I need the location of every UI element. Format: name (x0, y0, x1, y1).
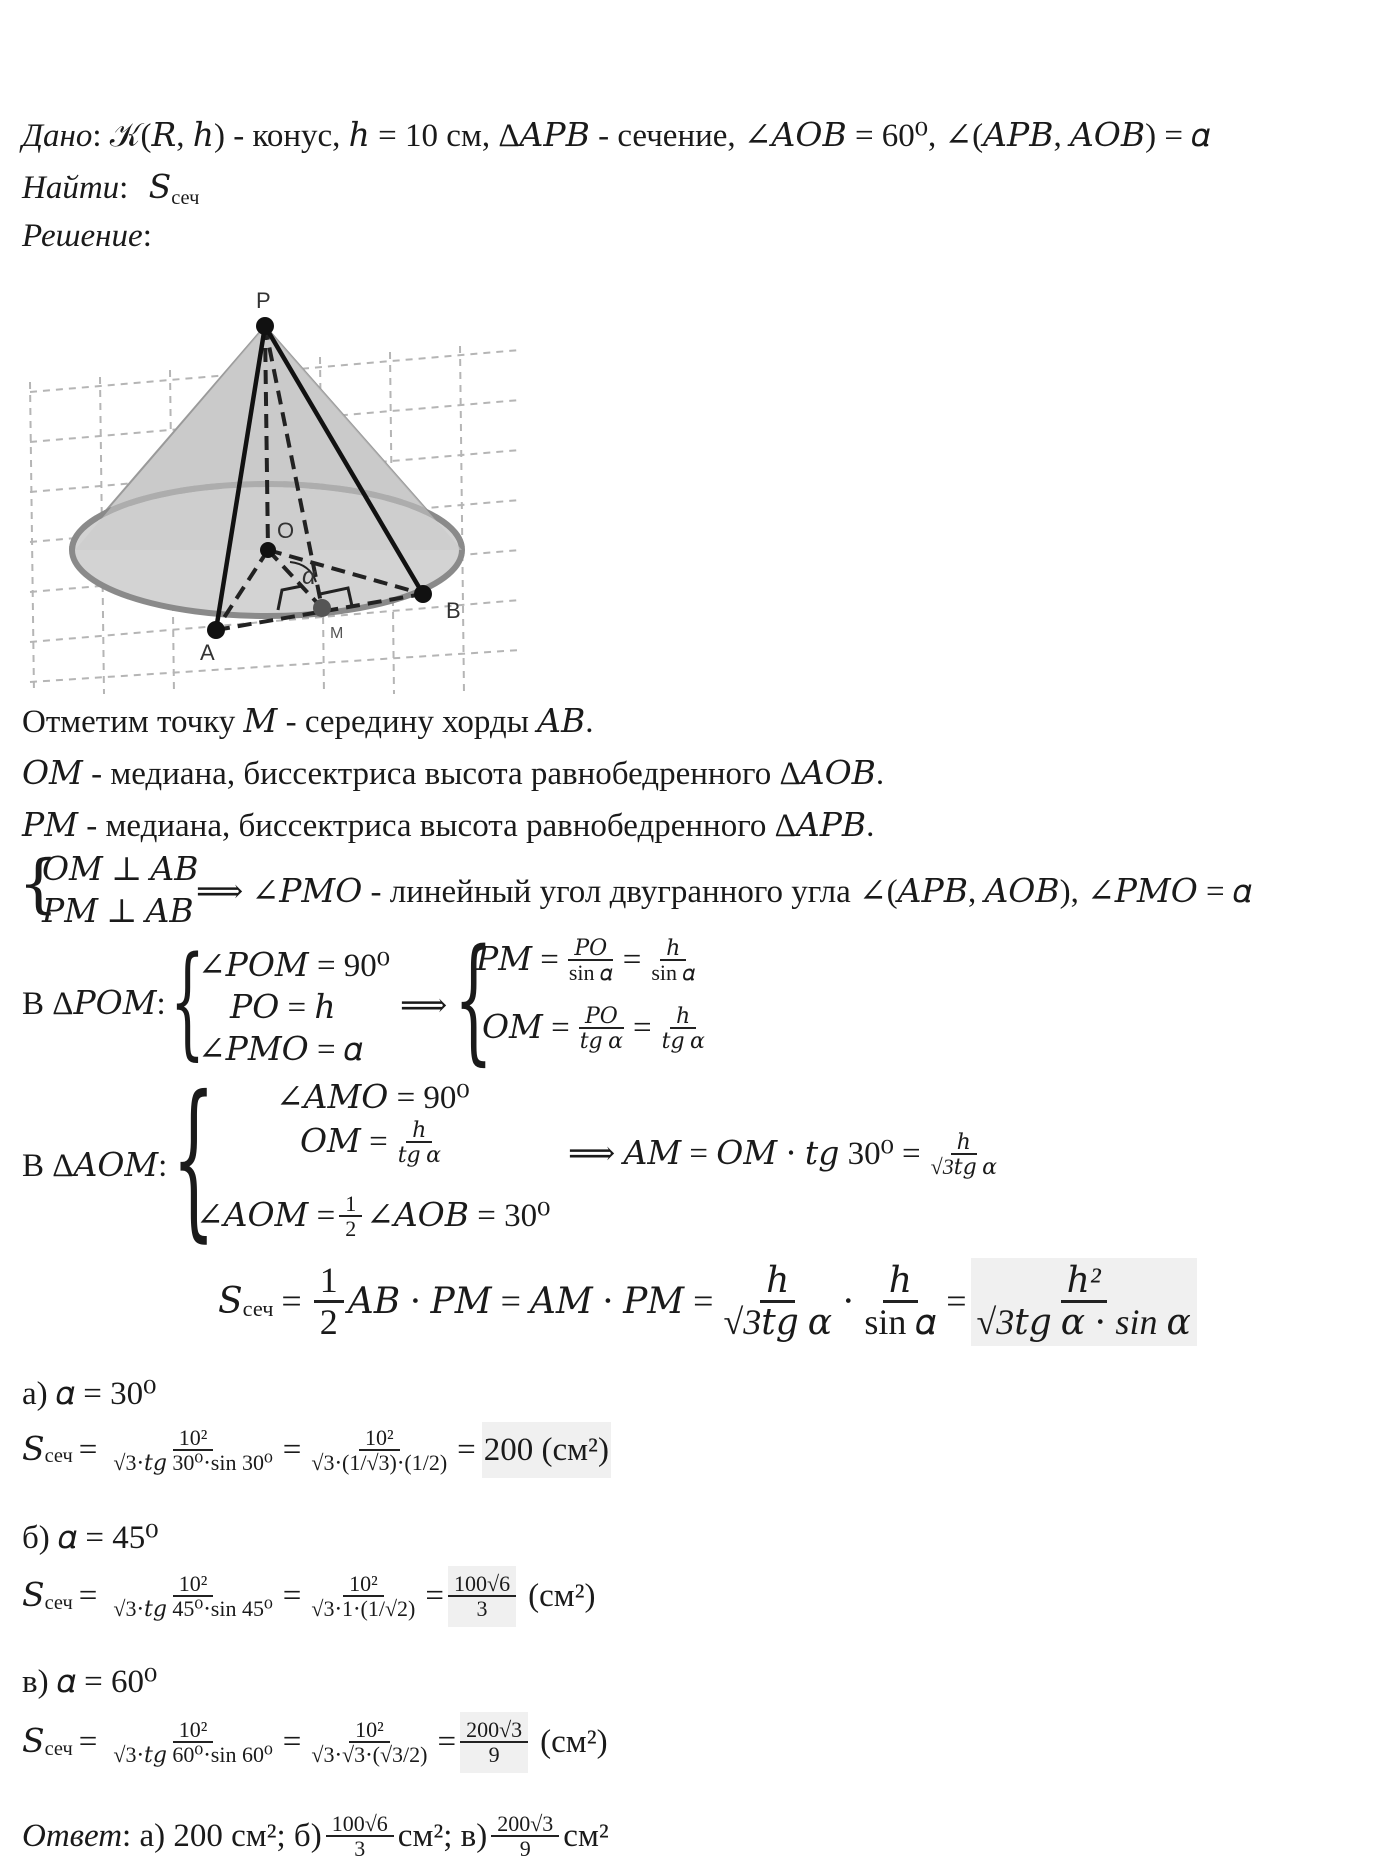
case-b-result-den: 3 (476, 1596, 488, 1622)
case-b-frac1-den: √3⋅𝑡𝑔 45⁰⋅sin 45⁰ (113, 1596, 273, 1622)
line-om: 𝑂𝑀 - медиана, биссектриса высота равнобедренного Δ𝐴𝑂𝐵. (22, 756, 885, 792)
case-b-head: б) 𝛼 = 45⁰ (22, 1520, 159, 1556)
find-label: Найти (22, 170, 120, 206)
case-b-eq1: = (78, 1578, 98, 1615)
aom-c2 (300, 1118, 451, 1167)
case-a-eq2: = (282, 1432, 302, 1468)
case-c-result-den: 9 (488, 1742, 500, 1768)
case-b-eq2: = (282, 1578, 302, 1615)
aom-c2-num: ℎ (406, 1118, 432, 1143)
case-c-head: в) 𝛼 = 60⁰ (22, 1664, 158, 1700)
pom-r2-eq: = (633, 1010, 652, 1047)
case-b-result (448, 1566, 516, 1627)
line-pm: 𝑃𝑀 - медиана, биссектриса высота равнобедренного Δ𝐴𝑃𝐵. (22, 808, 875, 844)
solution-colon: : (142, 218, 152, 254)
aom-c3-num: 1 (339, 1192, 362, 1217)
case-c-formula (22, 1712, 608, 1773)
brace-pom-result: { (454, 921, 493, 1079)
case-b-sub: сеч (44, 1591, 73, 1614)
pom-r2-frac1-num: 𝑃𝑂 (579, 1004, 624, 1029)
aom-result-den: √3𝑡𝑔 𝛼 (930, 1154, 998, 1180)
aom-c2-frac (392, 1118, 447, 1167)
point-o (260, 542, 276, 558)
case-a-head: а) 𝛼 = 30⁰ (22, 1376, 157, 1412)
pom-r1-frac1-num: 𝑃𝑂 (568, 936, 613, 961)
answer-b-den: 3 (354, 1836, 366, 1862)
label-alpha: α (302, 563, 316, 590)
area-sub: сеч (242, 1295, 274, 1321)
case-a-sub: сеч (44, 1445, 73, 1468)
pom-r1-frac1 (563, 936, 619, 985)
answer-a: : а) 200 см²; б) (122, 1818, 322, 1855)
case-a-frac2 (305, 1426, 453, 1475)
case-b-frac1 (107, 1572, 278, 1621)
case-b-frac1-num: 10² (173, 1572, 214, 1597)
area-frac1-den: √3𝑡𝑔 𝛼 (723, 1301, 833, 1342)
case-a-frac1-den: √3⋅𝑡𝑔 30⁰⋅sin 30⁰ (113, 1449, 273, 1475)
find-colon: : (119, 170, 129, 206)
point-b (414, 585, 432, 603)
system1-eq2: 𝑃𝑀 ⊥ 𝐴𝐵 (42, 894, 194, 930)
answer-b-num: 100√6 (326, 1812, 394, 1837)
given-text: : 𝒦(𝑅, ℎ) - конус, ℎ = 10 см, Δ𝐴𝑃𝐵 - сечение, ∠𝐴𝑂𝐵 = 60⁰, ∠(𝐴𝑃𝐵, 𝐴𝑂𝐵) = 𝛼 (92, 118, 1211, 154)
pom-r1-frac2 (645, 936, 701, 985)
case-c-frac2 (305, 1718, 433, 1767)
solution-label: Решение (22, 218, 143, 254)
brace-system1: { (18, 847, 59, 921)
answer-b-unit: см²; в) (397, 1818, 488, 1855)
find-line (22, 170, 200, 210)
label-a: A (200, 640, 215, 665)
case-c-frac1-num: 10² (173, 1718, 214, 1743)
aom-result-text: ⟹ 𝐴𝑀 = 𝑂𝑀 ⋅ 𝑡𝑔 30⁰ = (568, 1136, 921, 1173)
area-dot: ⋅ (842, 1281, 855, 1322)
case-c-s: 𝑆 (22, 1724, 45, 1761)
pom-r1-frac1-den: sin 𝛼 (568, 960, 613, 986)
label-o: O (277, 518, 295, 543)
case-a-eq3: = (457, 1432, 476, 1468)
aom-c3-a: ∠𝐴𝑂𝑀 = (196, 1198, 336, 1235)
case-a-frac1 (107, 1426, 278, 1475)
area-mid: 𝐴𝐵 ⋅ 𝑃𝑀 = 𝐴𝑀 ⋅ 𝑃𝑀 = (347, 1281, 714, 1322)
answer-c-num: 200√3 (491, 1812, 559, 1837)
pom-c1: ∠𝑃𝑂𝑀 = 90⁰ (198, 948, 391, 984)
case-c-eq1: = (78, 1724, 98, 1761)
case-a-frac1-num: 10² (173, 1426, 214, 1451)
case-b-frac2 (305, 1572, 421, 1621)
pom-c3: ∠𝑃𝑀𝑂 = 𝛼 (198, 1032, 363, 1068)
area-frac3-num: ℎ² (1061, 1262, 1107, 1303)
area-s: 𝑆 (218, 1281, 243, 1322)
case-b-frac2-num: 10² (343, 1572, 384, 1597)
area-frac2-den: sin 𝛼 (864, 1301, 937, 1342)
aom-c2-lhs: 𝑂𝑀 = (300, 1124, 388, 1161)
aom-result-num: ℎ (951, 1130, 977, 1155)
case-c-frac1-den: √3⋅𝑡𝑔 60⁰⋅sin 60⁰ (113, 1742, 273, 1768)
pom-r2-lhs: 𝑂𝑀 = (482, 1010, 570, 1047)
answer-line (22, 1812, 609, 1861)
case-c-eq3: = (437, 1724, 457, 1761)
case-a-result: 200 (см²) (482, 1422, 611, 1478)
answer-c-unit: см² (563, 1818, 609, 1855)
pom-r1-lhs: 𝑃𝑀 = (476, 942, 559, 979)
case-b-s: 𝑆 (22, 1578, 45, 1615)
case-c-result-num: 200√3 (460, 1718, 528, 1743)
find-s: 𝑆 (148, 170, 172, 206)
system1-eq1: 𝑂𝑀 ⊥ 𝐴𝐵 (42, 852, 199, 888)
aom-result-frac (925, 1130, 1003, 1179)
area-frac1 (717, 1262, 838, 1342)
point-a (207, 621, 225, 639)
case-a-frac2-den: √3⋅(1/√3)⋅(1/2) (311, 1449, 448, 1475)
case-a-formula (22, 1422, 611, 1478)
pom-arrow: ⟹ (400, 988, 448, 1024)
pom-r2-frac2 (656, 1004, 711, 1053)
case-a-frac2-num: 10² (359, 1426, 400, 1451)
case-c-result (460, 1712, 528, 1773)
case-b-eq3: = (425, 1578, 445, 1615)
brace-aom: { (172, 1060, 216, 1258)
answer-c-den: 9 (519, 1836, 531, 1862)
area-half-den: 2 (319, 1301, 338, 1342)
system1-result: ⟹ ∠𝑃𝑀𝑂 - линейный угол двугранного угла ∠(𝐴𝑃𝐵, 𝐴𝑂𝐵), ∠𝑃𝑀𝑂 = 𝛼 (196, 874, 1252, 910)
pom-r1 (476, 936, 705, 985)
pom-r2 (482, 1004, 715, 1053)
pom-r1-eq: = (622, 942, 642, 979)
find-sub: сеч (171, 187, 200, 210)
case-c-sub: сеч (44, 1737, 73, 1760)
pom-r2-frac1-den: 𝑡𝑔 𝛼 (579, 1028, 623, 1054)
area-frac3 (971, 1258, 1197, 1346)
case-c-eq2: = (282, 1724, 302, 1761)
aom-c2-den: 𝑡𝑔 𝛼 (397, 1142, 441, 1168)
label-m: M (330, 625, 344, 642)
pom-r2-frac2-num: ℎ (670, 1004, 696, 1029)
case-b-unit: (см²) (528, 1578, 596, 1615)
line-midpoint: Отметим точку 𝑀 - середину хорды 𝐴𝐵. (22, 704, 594, 740)
case-a-eq1: = (78, 1432, 98, 1468)
case-b-result-num: 100√6 (448, 1572, 516, 1597)
given-line (22, 118, 1210, 154)
pom-r1-frac2-num: ℎ (660, 936, 686, 961)
area-frac2-num: ℎ (883, 1262, 918, 1303)
aom-c1: ∠𝐴𝑀𝑂 = 90⁰ (276, 1080, 470, 1116)
area-formula (218, 1258, 1201, 1346)
case-c-frac2-den: √3⋅√3⋅(√3/2) (311, 1742, 428, 1768)
area-half-num: 1 (314, 1262, 344, 1303)
area-half (314, 1262, 344, 1342)
case-c-frac2-num: 10² (349, 1718, 390, 1743)
aom-c3 (196, 1192, 550, 1241)
given-label: Дано (22, 118, 93, 154)
aom-c3-frac (339, 1192, 362, 1241)
area-eq2: = (946, 1281, 967, 1322)
label-p: P (256, 288, 271, 313)
solution-line (22, 218, 152, 254)
aom-result (568, 1130, 1007, 1179)
brace-pom: { (170, 930, 205, 1072)
pom-label: В Δ𝑃𝑂𝑀: (22, 986, 166, 1022)
case-c-frac1 (107, 1718, 278, 1767)
aom-c3-den: 2 (345, 1216, 357, 1242)
case-a-s: 𝑆 (22, 1432, 45, 1468)
point-m (313, 599, 331, 617)
point-p (256, 317, 274, 335)
answer-b-frac (326, 1812, 394, 1861)
aom-c3-b: ∠𝐴𝑂𝐵 = 30⁰ (366, 1198, 551, 1235)
case-b-frac2-den: √3⋅1⋅(1/√2) (311, 1596, 416, 1622)
area-frac2 (858, 1262, 942, 1342)
label-b: B (446, 598, 461, 623)
area-eq1: = (281, 1281, 302, 1322)
pom-r2-frac1 (574, 1004, 629, 1053)
case-b-formula (22, 1566, 596, 1627)
case-c-unit: (см²) (540, 1724, 608, 1761)
pom-c2: 𝑃𝑂 = ℎ (230, 990, 336, 1026)
answer-c-frac (491, 1812, 559, 1861)
pom-r2-frac2-den: 𝑡𝑔 𝛼 (661, 1028, 705, 1054)
area-frac3-den: √3𝑡𝑔 𝛼 ⋅ sin 𝛼 (976, 1301, 1191, 1342)
answer-label: Ответ (22, 1818, 123, 1855)
aom-label: В Δ𝐴𝑂𝑀: (22, 1148, 168, 1184)
area-frac1-num: ℎ (760, 1262, 795, 1303)
cone-figure (20, 282, 520, 694)
pom-r1-frac2-den: sin 𝛼 (651, 960, 696, 986)
